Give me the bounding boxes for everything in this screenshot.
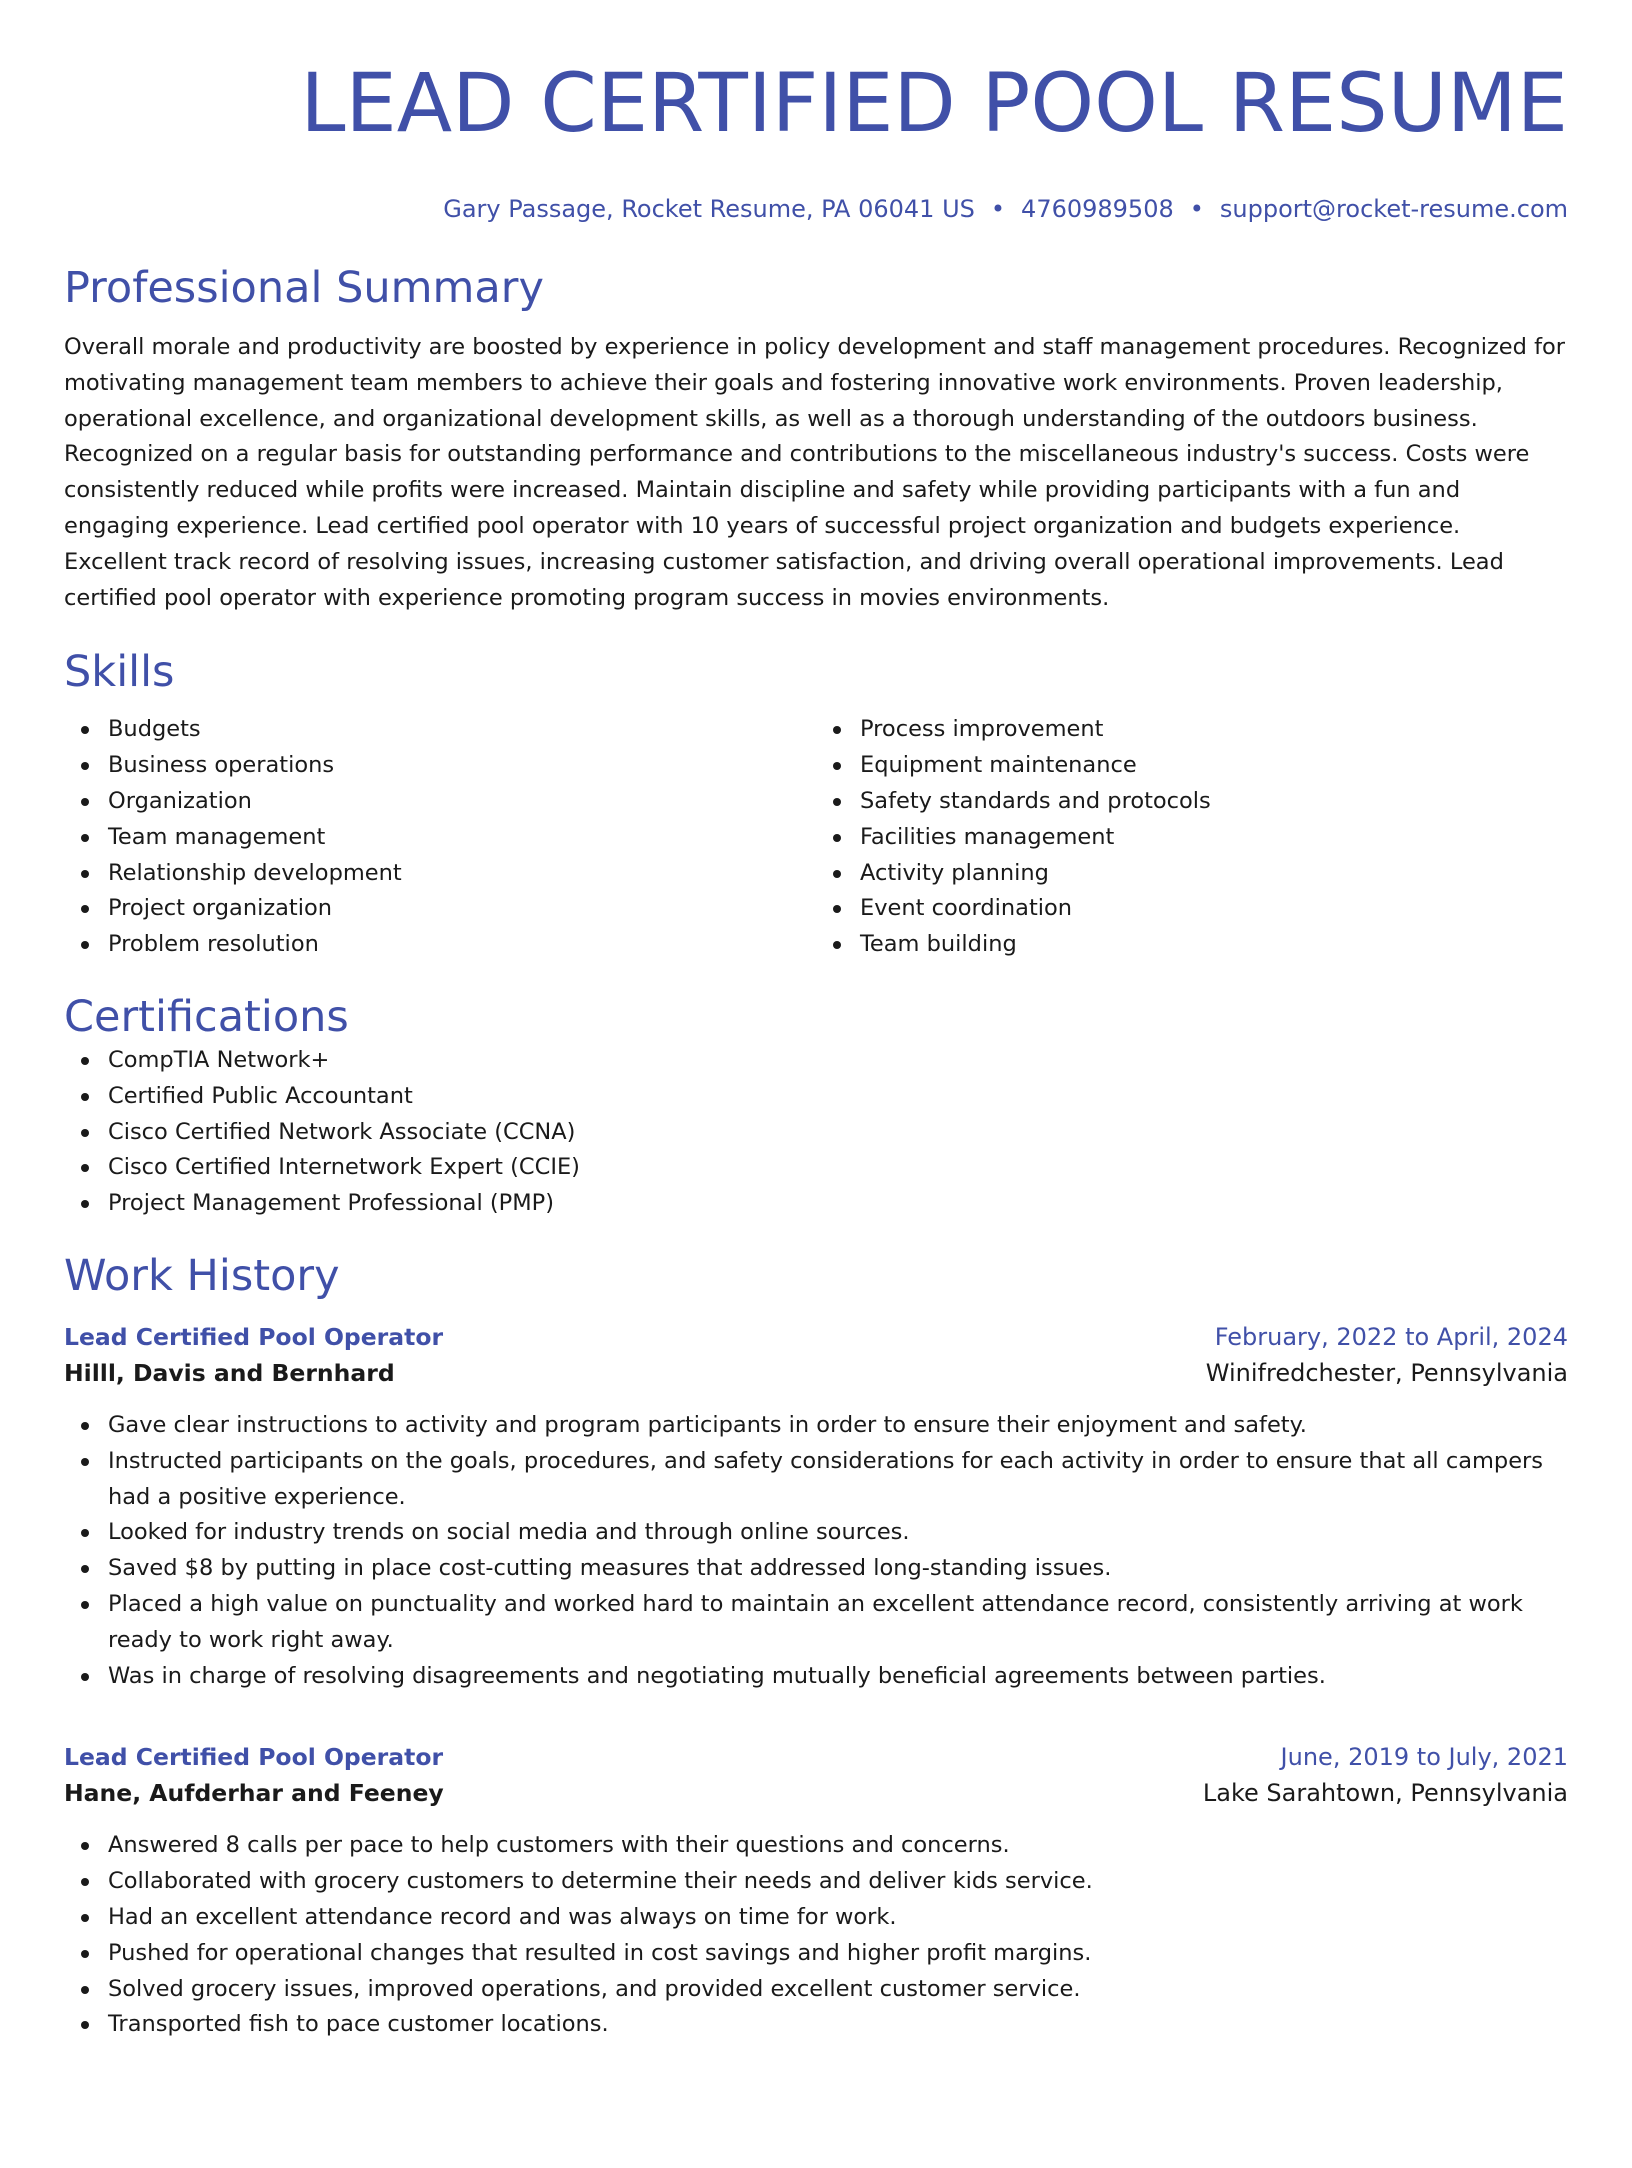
job-company: Hane, Aufderhar and Feeney [64,1779,444,1808]
skill-item: Relationship development [108,856,816,892]
contact-address: Gary Passage, Rocket Resume, PA 06041 US [443,195,975,223]
job-dates: June, 2019 to July, 2021 [1280,1743,1568,1772]
contact-line [64,194,1568,224]
job-title: Lead Certified Pool Operator [64,1743,444,1772]
job-duty: Collaborated with grocery customers to determine their needs and deliver kids service. [108,1864,1568,1900]
skills-heading: Skills [64,647,175,698]
job-entry [64,1740,1568,2043]
skill-item: Project organization [108,891,816,927]
skill-item: Equipment maintenance [860,748,1568,784]
skill-item: Team management [108,820,816,856]
job-duties-list [64,1408,1568,1694]
job-header-row [64,1740,1568,1774]
job-entry [64,1320,1568,1694]
job-duty: Instructed participants on the goals, procedures, and safety considerations for each activity in order to ensure that all campers had a positive experience. [108,1444,1568,1516]
resume-page [0,56,1632,2168]
skill-item: Facilities management [860,820,1568,856]
job-duty: Gave clear instructions to activity and program participants in order to ensure their enjoyment and safety. [108,1408,1568,1444]
skill-item: Business operations [108,748,816,784]
contact-separator: • [990,195,1006,223]
job-duty: Was in charge of resolving disagreements and negotiating mutually beneficial agreements between parties. [108,1659,1568,1695]
job-company-row [64,1354,1568,1392]
skill-item: Event coordination [860,891,1568,927]
job-duties-list [64,1828,1568,2043]
certification-item: Certified Public Accountant [108,1079,1568,1115]
job-location: Lake Sarahtown, Pennsylvania [1202,1779,1568,1808]
job-title: Lead Certified Pool Operator [64,1322,444,1351]
skill-item: Budgets [108,712,816,748]
certification-item: Project Management Professional (PMP) [108,1186,1568,1222]
job-company-row [64,1774,1568,1812]
skills-list [64,712,1568,963]
certification-item: CompTIA Network+ [108,1043,1568,1079]
work-history-heading: Work History [64,1250,340,1301]
job-duty: Transported fish to pace customer locations. [108,2007,1568,2043]
skill-item: Problem resolution [108,927,816,963]
contact-phone: 4760989508 [1021,195,1174,223]
certification-item: Cisco Certified Internetwork Expert (CCIE) [108,1150,1568,1186]
job-duty: Solved grocery issues, improved operations, and provided excellent customer service. [108,1972,1568,2008]
job-duty: Placed a high value on punctuality and worked hard to maintain an excellent attendance record, consistently arriving at work ready to work right away. [108,1587,1568,1659]
job-duty: Had an excellent attendance record and was always on time for work. [108,1900,1568,1936]
job-company: Hilll, Davis and Bernhard [64,1358,395,1387]
job-duty: Pushed for operational changes that resulted in cost savings and higher profit margins. [108,1936,1568,1972]
job-dates: February, 2022 to April, 2024 [1214,1322,1568,1351]
skills-column-left [64,712,816,963]
job-header-row [64,1320,1568,1354]
certifications-heading: Certifications [64,991,349,1042]
job-duty: Answered 8 calls per pace to help customers with their questions and concerns. [108,1828,1568,1864]
summary-heading: Professional Summary [64,263,544,313]
skill-item: Activity planning [860,856,1568,892]
summary-text: Overall morale and productivity are boosted by experience in policy development and staff management procedures. Recognized for motivating management team members to achieve their goals and fostering innovative work environments. Proven leadership, operational excellence, and organizational development skills, as well as a thorough understanding of the outdoors business. Recognized on a regular basis for outstanding performance and contributions to the miscellaneous industry's success. Costs were consistently reduced while profits were increased. Maintain discipline and safety while providing participants with a fun and engaging experience. Lead certified pool operator with 10 years of successful project organization and budgets experience. Excellent track record of resolving issues, increasing customer satisfaction, and driving overall operational improvements. Lead certified pool operator with experience promoting program success in movies environments. [64,334,1566,611]
skill-item: Process improvement [860,712,1568,748]
skills-column-right [816,712,1568,963]
skill-item: Team building [860,927,1568,963]
contact-separator: • [1189,195,1204,223]
certification-item: Cisco Certified Network Associate (CCNA) [108,1115,1568,1151]
contact-email: support@rocket-resume.com [1219,195,1568,223]
job-duty: Saved $8 by putting in place cost-cutting measures that addressed long-standing issues. [108,1551,1568,1587]
certifications-list [64,1043,1568,1222]
skill-item: Organization [108,784,816,820]
job-duty: Looked for industry trends on social media and through online sources. [108,1515,1568,1551]
resume-title: LEAD CERTIFIED POOL RESUME [300,57,1568,151]
job-location: Winifredchester, Pennsylvania [1205,1358,1568,1387]
skill-item: Safety standards and protocols [860,784,1568,820]
